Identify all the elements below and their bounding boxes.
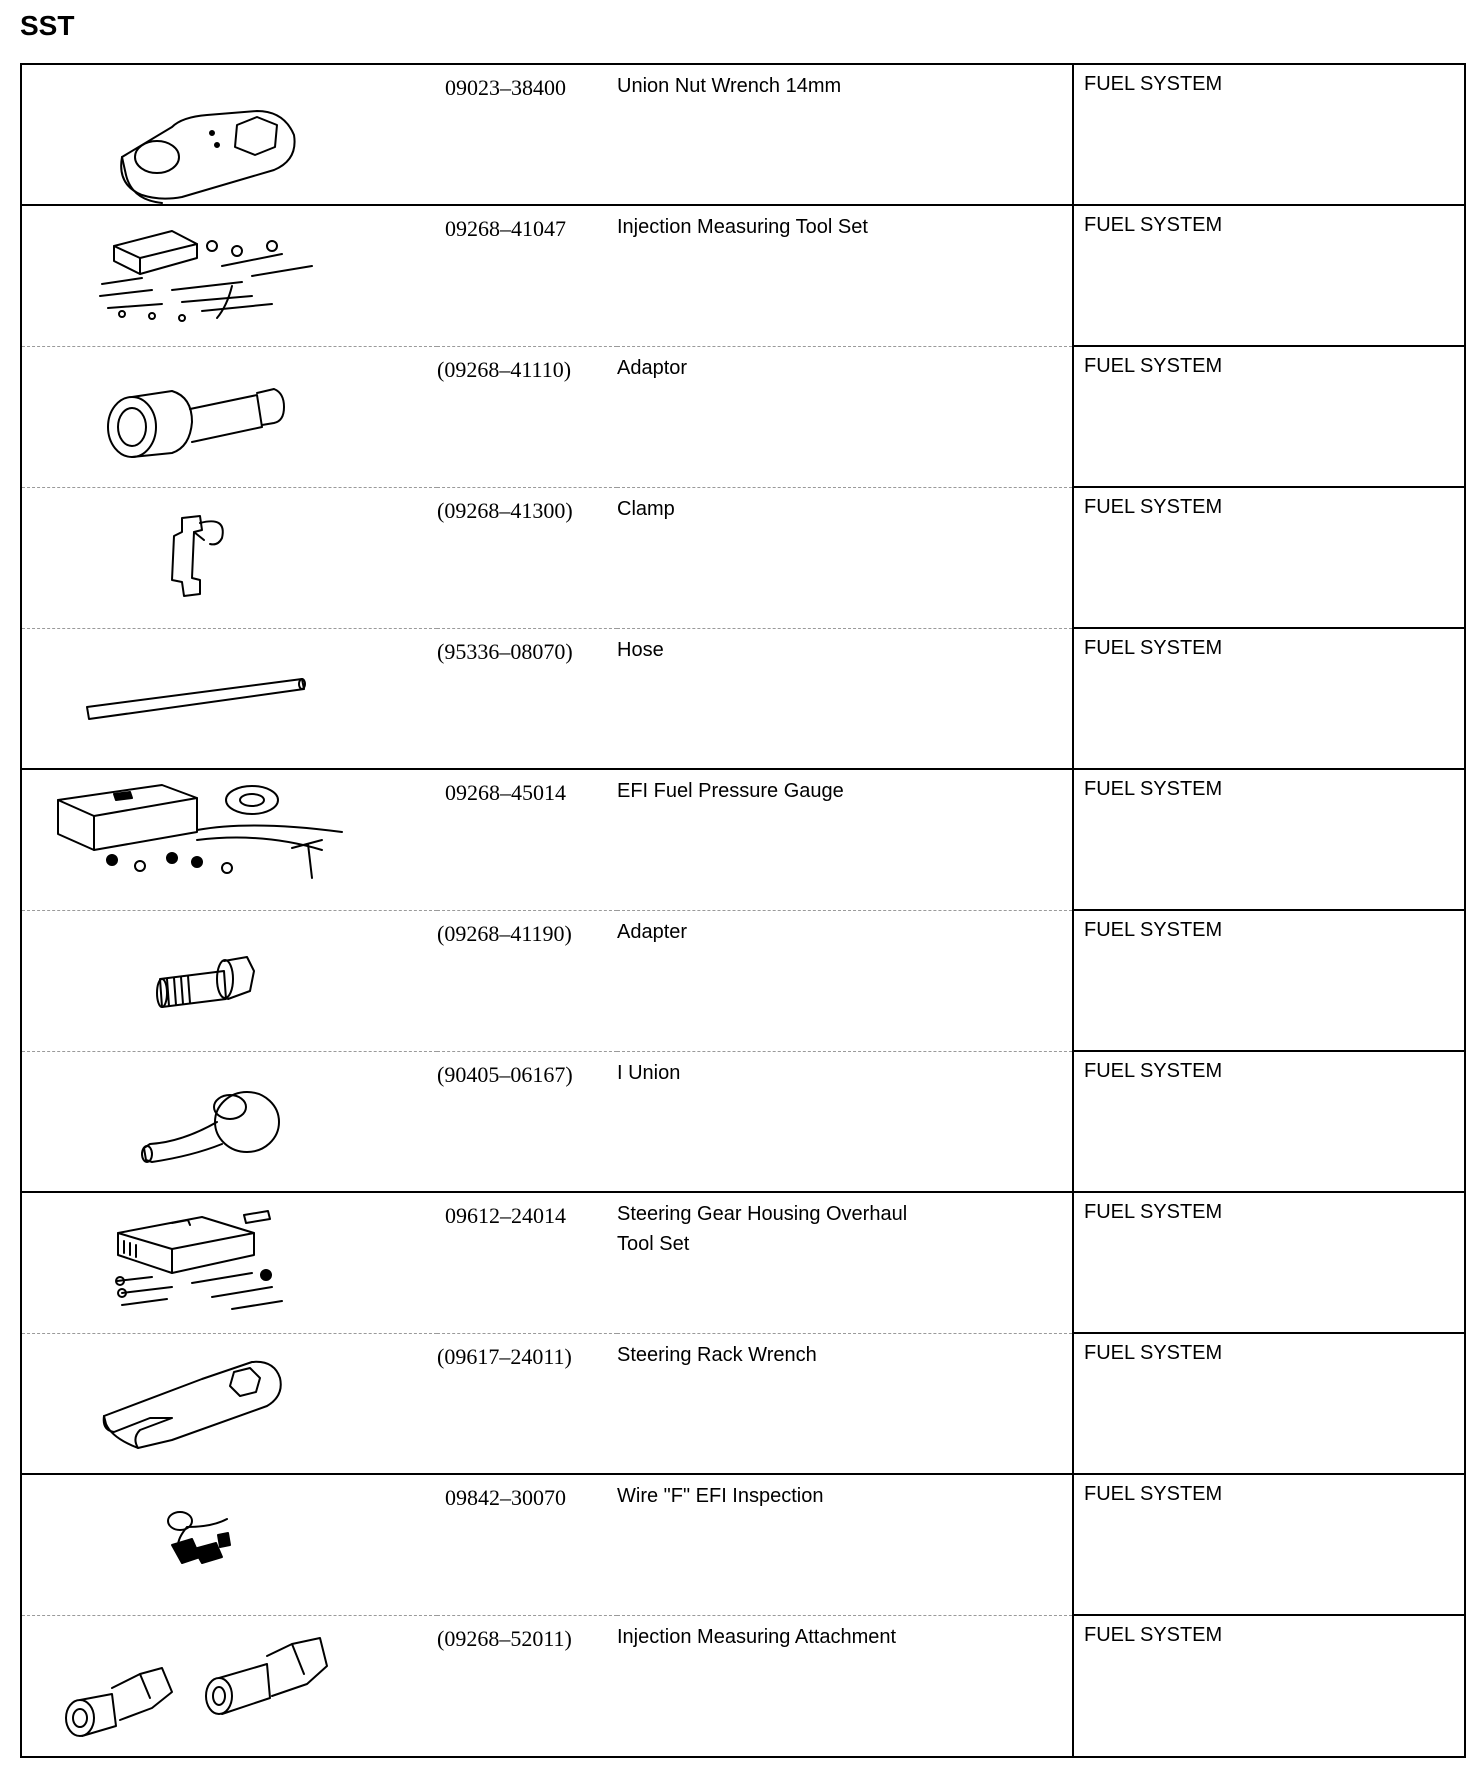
system-cell [1073,64,1465,205]
part-number: (09268–41110) [437,356,572,382]
tool-name-cell [617,1333,1073,1474]
inspection-wire-icon [22,1475,437,1616]
part-number-cell [437,910,617,1051]
part-number-cell [437,1615,617,1757]
table-row [21,1051,1465,1192]
system-label: FUEL SYSTEM [1084,637,1223,659]
part-number: 09268–41047 [445,216,566,241]
tool-name: Adapter [617,920,688,943]
system-label: FUEL SYSTEM [1084,919,1223,941]
part-number-cell [437,487,617,628]
table-row [21,346,1465,487]
system-cell [1073,1474,1465,1615]
system-cell [1073,346,1465,487]
part-number-cell [437,1192,617,1333]
tool-name: Adaptor [617,356,688,379]
system-cell [1073,1615,1465,1757]
page-heading: SST [20,10,75,41]
tool-illustration-cell [21,1333,437,1474]
system-label: FUEL SYSTEM [1084,1624,1223,1646]
part-number-cell [437,1051,617,1192]
tool-illustration-cell [21,64,437,205]
part-number-cell [437,628,617,769]
system-label: FUEL SYSTEM [1084,1201,1223,1223]
rack-wrench-icon [22,1334,437,1475]
table-row [21,769,1465,910]
system-label: FUEL SYSTEM [1084,1342,1223,1364]
tool-name-cell [617,769,1073,910]
table-row [21,205,1465,346]
tool-illustration-cell [21,1474,437,1615]
pressure-gauge-kit-icon [22,770,437,911]
part-number: (09617–24011) [437,1343,572,1369]
system-label: FUEL SYSTEM [1084,1060,1223,1082]
tool-name-cell [617,346,1073,487]
table-row [21,1615,1465,1757]
clamp-icon [22,488,437,629]
part-number: 09023–38400 [445,75,566,100]
tool-name-cell [617,1474,1073,1615]
tool-illustration-cell [21,1192,437,1333]
system-label: FUEL SYSTEM [1084,778,1223,800]
measuring-attachment-icon [22,1616,437,1758]
tool-set-icon [22,206,437,347]
part-number: (09268–41300) [437,497,573,523]
tool-name-cell [617,910,1073,1051]
part-number: (95336–08070) [437,638,573,664]
union-icon [22,1052,437,1193]
tool-name: EFI Fuel Pressure Gauge [617,780,844,802]
system-cell [1073,1051,1465,1192]
tool-name: Union Nut Wrench 14mm [617,75,842,97]
system-cell [1073,628,1465,769]
part-number-cell [437,346,617,487]
tool-illustration-cell [21,628,437,769]
part-number-cell [437,1333,617,1474]
tool-illustration-cell [21,769,437,910]
part-number-cell [437,64,617,205]
part-number-cell [437,205,617,346]
system-cell [1073,1333,1465,1474]
table-row [21,487,1465,628]
table-row [21,1474,1465,1615]
tool-name: Wire "F" EFI Inspection [617,1485,824,1507]
adaptor-icon [22,347,437,488]
tool-illustration-cell [21,910,437,1051]
tool-name-cell [617,64,1073,205]
tool-illustration-cell [21,205,437,346]
system-cell [1073,205,1465,346]
system-label: FUEL SYSTEM [1084,1483,1223,1505]
tool-name-cell [617,1615,1073,1757]
tool-name: Injection Measuring Tool Set [617,216,868,238]
tool-name-cell [617,1192,1073,1333]
table-row [21,628,1465,769]
tool-name: I Union [617,1061,681,1084]
table-row [21,1192,1465,1333]
tool-name: Hose [617,638,664,661]
part-number-cell [437,1474,617,1615]
table-row [21,1333,1465,1474]
steering-tool-set-icon [22,1193,437,1334]
tool-name: Steering Gear Housing Overhaul Tool Set [617,1203,908,1255]
tool-name-cell [617,487,1073,628]
part-number: 09842–30070 [445,1485,566,1510]
tool-name: Steering Rack Wrench [617,1343,817,1366]
system-cell [1073,487,1465,628]
tool-illustration-cell [21,1615,437,1757]
tool-name-cell [617,1051,1073,1192]
part-number: (09268–52011) [437,1625,572,1651]
system-cell [1073,769,1465,910]
system-cell [1073,910,1465,1051]
table-row [21,910,1465,1051]
table-row [21,64,1465,205]
part-number: 09612–24014 [445,1203,566,1228]
hose-icon [22,629,437,770]
system-label: FUEL SYSTEM [1084,73,1223,95]
sst-table [20,63,1466,1758]
tool-name: Injection Measuring Attachment [617,1625,897,1648]
bolt-adapter-icon [22,911,437,1052]
part-number: (90405–06167) [437,1061,573,1087]
part-number-cell [437,769,617,910]
tool-illustration-cell [21,1051,437,1192]
tool-name-cell [617,628,1073,769]
system-label: FUEL SYSTEM [1084,496,1223,518]
tool-illustration-cell [21,346,437,487]
tool-name: Clamp [617,497,675,520]
tool-illustration-cell [21,487,437,628]
system-label: FUEL SYSTEM [1084,355,1223,377]
part-number: 09268–45014 [445,780,566,805]
system-cell [1073,1192,1465,1333]
union-nut-wrench-icon [22,65,437,206]
part-number: (09268–41190) [437,920,572,946]
system-label: FUEL SYSTEM [1084,214,1223,236]
tool-name-cell [617,205,1073,346]
